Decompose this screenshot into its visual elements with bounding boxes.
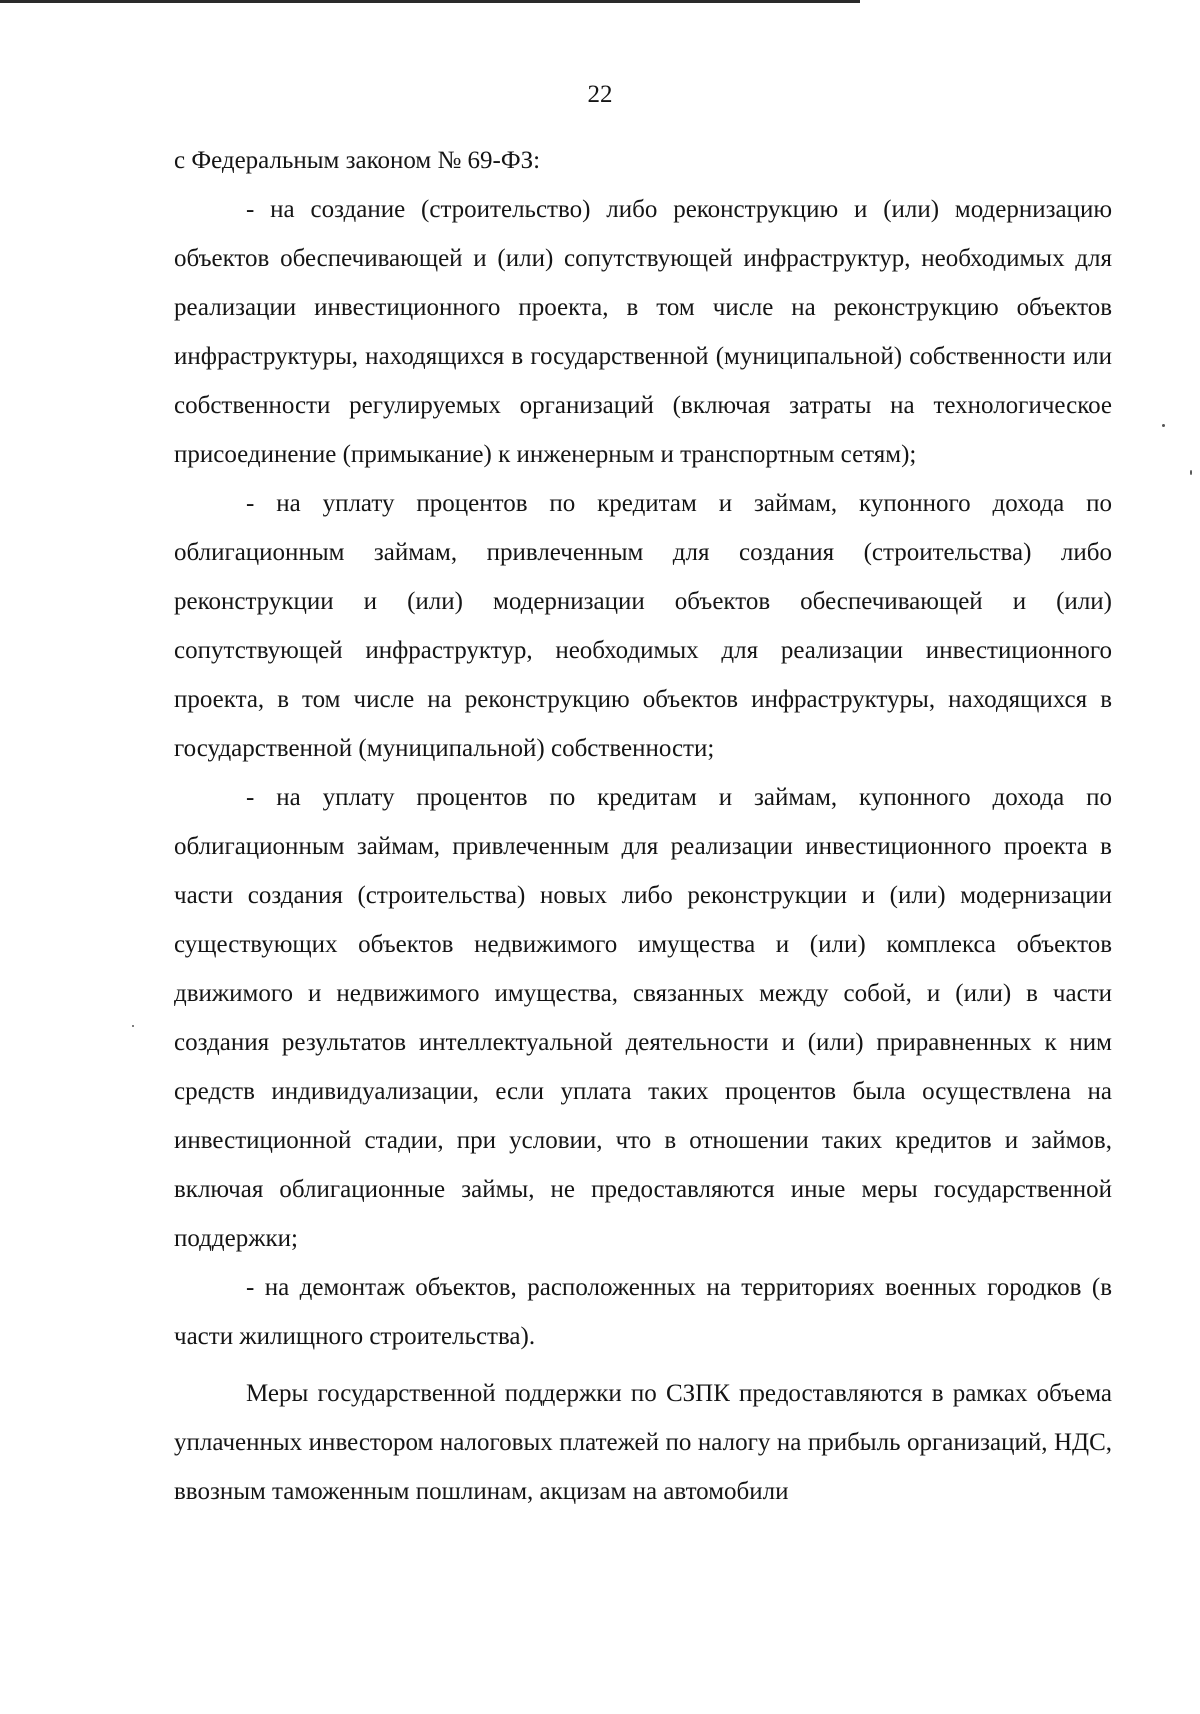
scan-speck xyxy=(1190,470,1192,475)
paragraph-intro: с Федеральным законом № 69-ФЗ: xyxy=(174,147,541,174)
scan-speck xyxy=(1162,424,1165,427)
scan-speck xyxy=(132,1025,134,1027)
document-body xyxy=(174,136,1112,1516)
paragraph-support-measures: Меры государственной поддержки по СЗПК предоставляются в рамках объема уплаченных инвестором налоговых платежей по налогу на прибыль организаций, НДС, ввозным таможенным пошлинам, акцизам на автомобили xyxy=(174,1380,1112,1505)
list-item-infrastructure-construction: - на создание (строительство) либо реконструкцию и (или) модернизацию объектов обеспечивающей и (или) сопутствующей инфраструктур, необходимых для реализации инвестиционного проекта, в том числе на реконструкцию объектов инфраструктуры, находящихся в государственной (муниципальной) собственности или собственности регулируемых организаций (включая затраты на технологическое присоединение (примыкание) к инженерным и транспортным сетям); xyxy=(174,196,1112,468)
list-item-military-dismantling: - на демонтаж объектов, расположенных на территориях военных городков (в части жилищного строительства). xyxy=(174,1274,1112,1350)
scan-top-edge-line xyxy=(0,0,860,3)
page-number: 22 xyxy=(587,81,613,108)
list-item-infrastructure-interest: - на уплату процентов по кредитам и займам, купонного дохода по облигационным займам, привлеченным для создания (строительства) либо реконструкции и (или) модернизации объектов обеспечивающей и (или) сопутствующей инфраструктур, необходимых для реализации инвестиционного проекта, в том числе на реконструкцию объектов инфраструктуры, находящихся в государственной (муниципальной) собственности; xyxy=(174,490,1112,762)
list-item-project-interest: - на уплату процентов по кредитам и займам, купонного дохода по облигационным займам, привлеченным для реализации инвестиционного проекта в части создания (строительства) новых либо реконструкции и (или) модернизации существующих объектов недвижимого имущества и (или) комплекса объектов движимого и недвижимого имущества, связанных между собой, и (или) в части создания результатов интеллектуальной деятельности и (или) приравненных к ним средств индивидуализации, если уплата таких процентов была осуществлена на инвестиционной стадии, при условии, что в отношении таких кредитов и займов, включая облигационные займы, не предоставляются иные меры государственной поддержки; xyxy=(174,784,1112,1252)
